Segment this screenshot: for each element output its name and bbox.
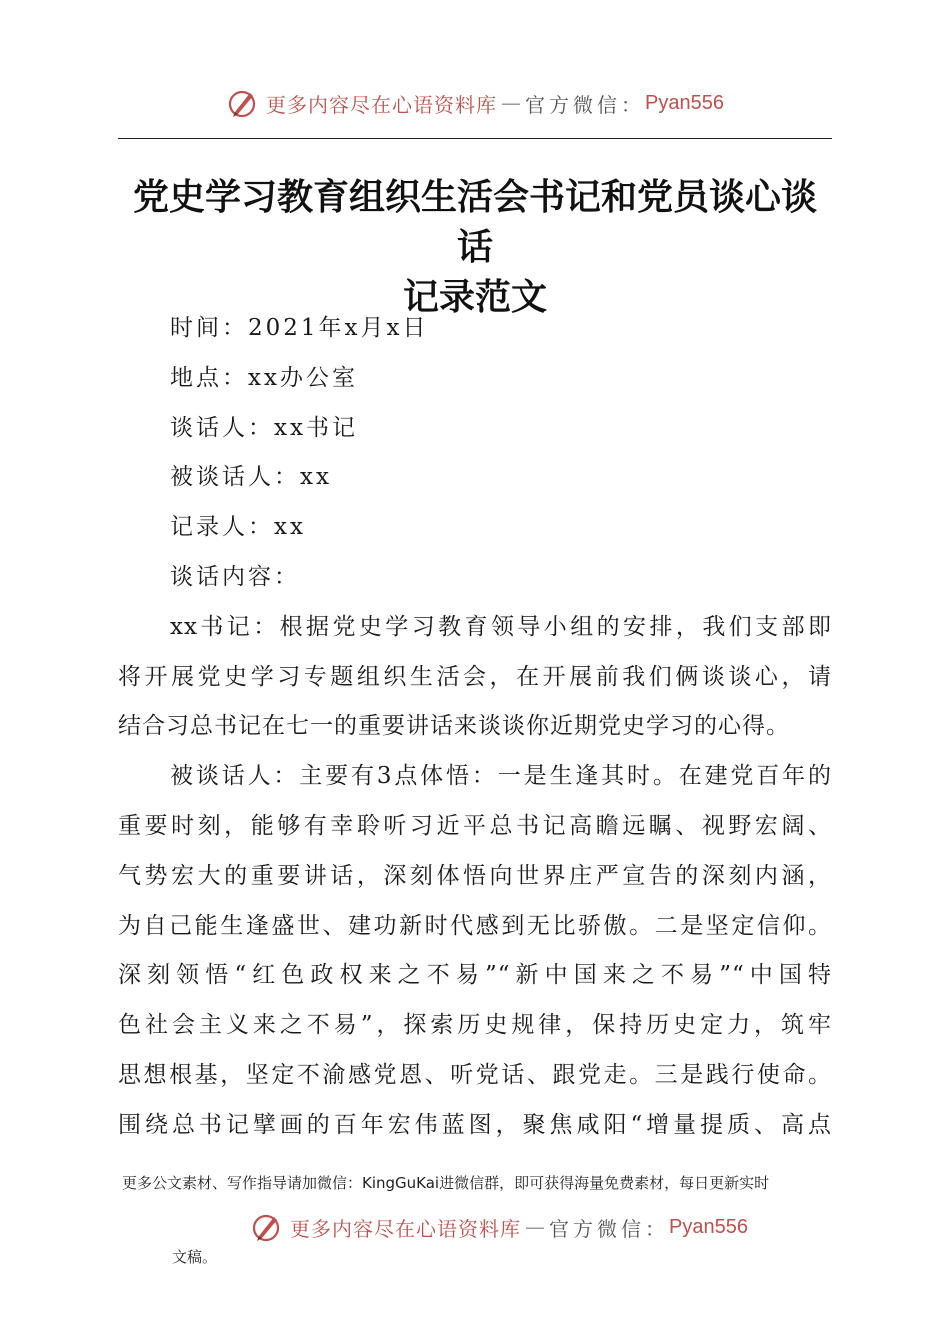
meta-interviewee: 被谈话人：xx xyxy=(170,464,332,491)
para2-line: 重要时刻，能够有幸聆听习近平总书记高瞻远瞩、视野宏阔、 xyxy=(118,812,832,839)
para2-line: 被谈话人：主要有3点体悟：一是生逢其时。在建党百年的 xyxy=(170,763,832,790)
title-line-1: 党史学习教育组织生活会书记和党员谈心谈话 xyxy=(132,176,817,268)
meta-time: 时间：2021年x月x日 xyxy=(170,315,429,341)
meta-interviewer: 谈话人：xx书记 xyxy=(170,414,358,441)
para2-line: 为自己能生逢盛世、建功新时代感到无比骄傲。二是坚定信仰。 xyxy=(118,912,832,939)
watermark-brand: 更多内容尽在心语资料库 xyxy=(266,92,498,117)
meta-content-label: 谈话内容： xyxy=(170,563,300,590)
meta-place: 地点：xx办公室 xyxy=(170,364,358,391)
para2-line: 色社会主义来之不易”，探索历史规律，保持历史定力，筑牢 xyxy=(118,1012,832,1039)
footer-note: 更多公文素材、写作指导请加微信：KingGuKai进微信群，即可获得海量免费素材，每日更新实时 xyxy=(122,1174,770,1192)
watermark-brand: 更多内容尽在心语资料库 xyxy=(290,1216,522,1241)
watermark-id: Pyan556 xyxy=(669,1215,748,1238)
footer-note-continued: 文稿。 xyxy=(172,1248,218,1266)
watermark-official: 官方微信： xyxy=(525,92,646,117)
document-body xyxy=(118,304,832,1151)
para2-line: 思想根基，坚定不渝感党恩、听党话、跟党走。三是践行使命。 xyxy=(118,1061,832,1088)
pen-logo-icon xyxy=(250,1210,284,1244)
header-watermark xyxy=(0,86,950,120)
document-title xyxy=(118,172,832,322)
header-divider xyxy=(118,138,832,139)
watermark-id: Pyan556 xyxy=(645,91,724,114)
para2-line: 围绕总书记擘画的百年宏伟蓝图，聚焦咸阳“增量提质、高点 xyxy=(118,1111,832,1138)
para2-line: 气势宏大的重要讲话，深刻体悟向世界庄严宣告的深刻内涵， xyxy=(118,862,832,889)
watermark-dash: — xyxy=(501,91,522,115)
para1-line: 将开展党史学习专题组织生活会，在开展前我们俩谈谈心，请 xyxy=(118,663,832,690)
watermark-official: 官方微信： xyxy=(549,1216,670,1241)
footer-watermark xyxy=(24,1210,950,1244)
para1-line: 结合习总书记在七一的重要讲话来谈谈你近期党史学习的心得。 xyxy=(118,713,790,740)
watermark-dash: — xyxy=(525,1215,546,1239)
para2-line: 深刻领悟“红色政权来之不易”“新中国来之不易”“中国特 xyxy=(118,962,832,989)
title-line-2: 记录范文 xyxy=(402,276,547,318)
para1-line: xx书记：根据党史学习教育领导小组的安排，我们支部即 xyxy=(170,613,832,640)
meta-recorder: 记录人：xx xyxy=(170,514,306,541)
pen-logo-icon xyxy=(226,86,260,120)
